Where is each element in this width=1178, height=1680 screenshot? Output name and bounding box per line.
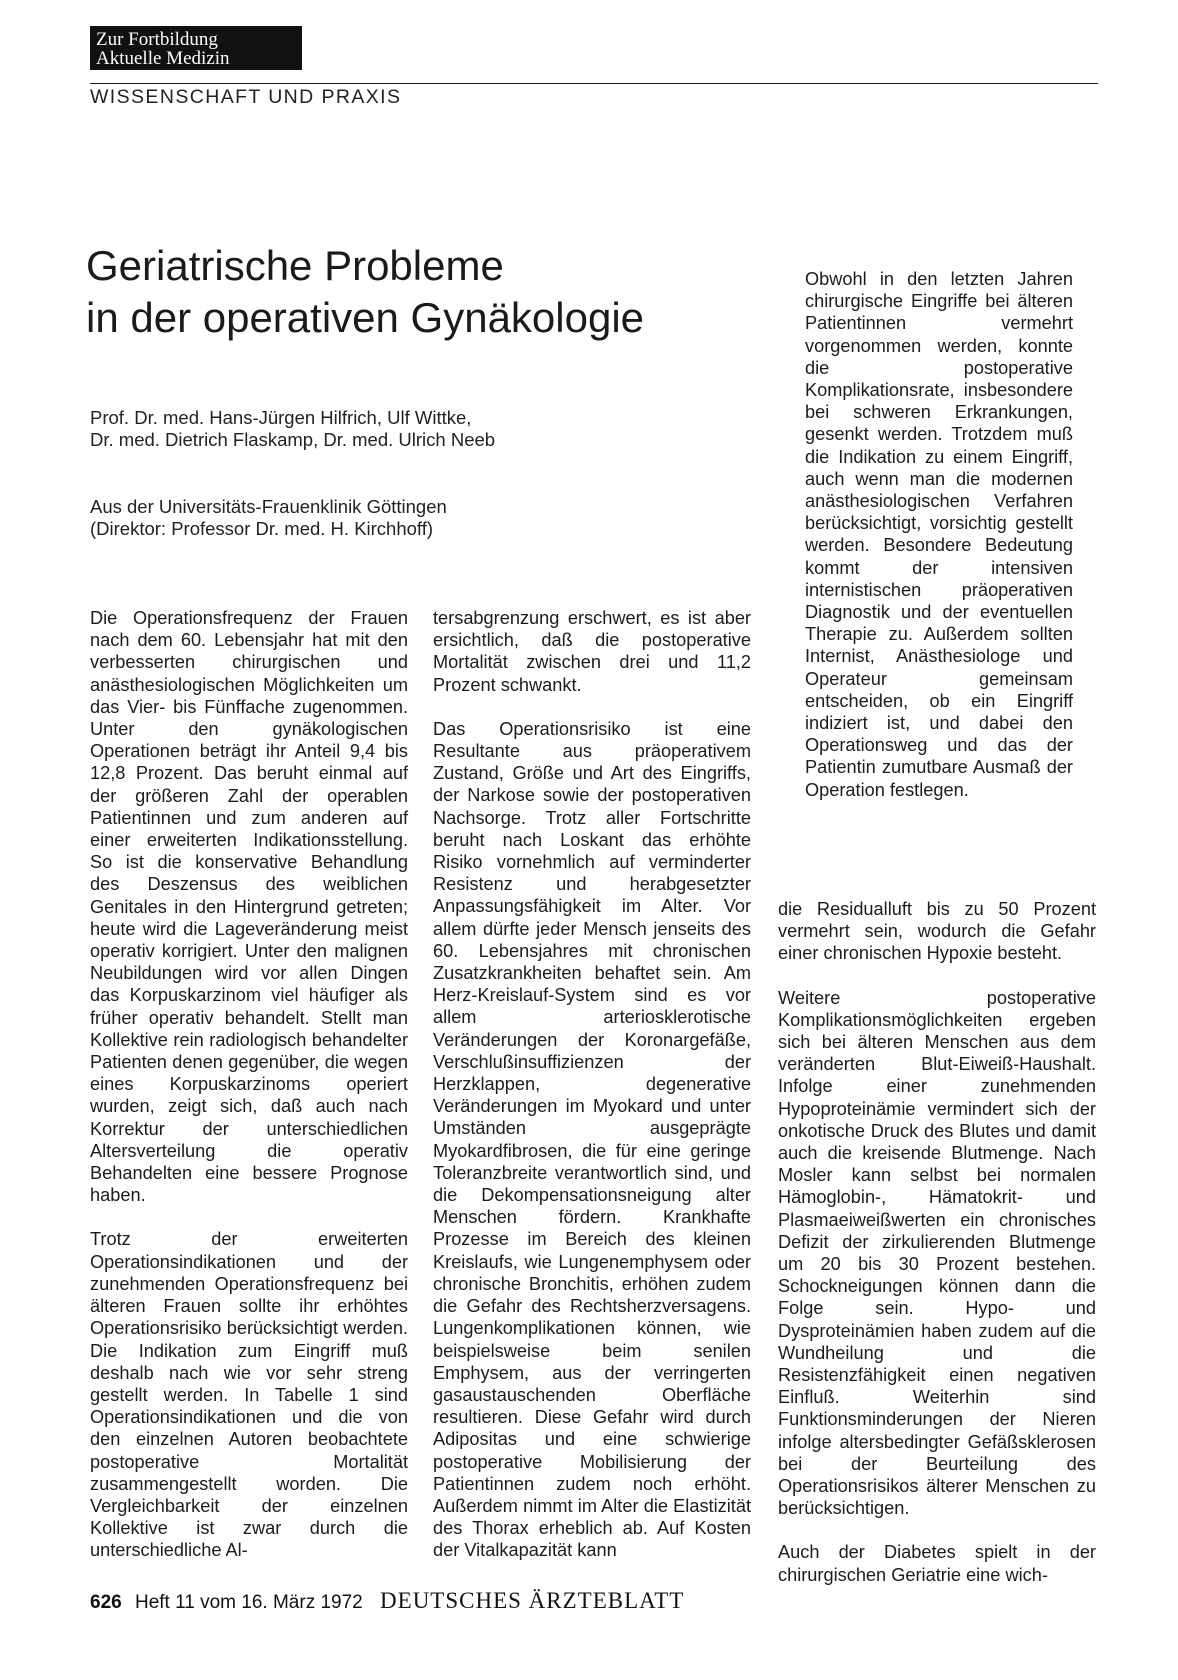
affiliation-line-2: (Direktor: Professor Dr. med. H. Kirchhoff) [90,518,434,539]
section-label-box [90,26,302,70]
author-line-1: Prof. Dr. med. Hans-Jürgen Hilfrich, Ulf Wittke, [90,407,472,428]
body-paragraph: Weitere postoperative Komplikationsmöglichkeiten ergeben sich bei älteren Menschen aus dem veränderten Blut-Eiweiß-Haushalt. Infolge einer zunehmenden Hypoproteinämie vermindert sich der onkotische Druck des Blutes und damit auch die kreisende Blutmenge. Nach Mosler kann selbst bei normalen Hämoglobin-, Hämatokrit- und Plasmaeiweißwerten ein chronisches Defizit der zirkulierenden Blutmenge um 20 bis 30 Prozent bestehen. Schockneigungen können dann die Folge sein. Hypo- und Dysproteinämien haben zudem auf die Wundheilung und die Resistenzfähigkeit einen negativen Einfluß. Weiterhin sind Funktionsminderungen der Nieren infolge altersbedingter Gefäßsklerosen bei der Beurteilung des Operationsrisikos älterer Menschen zu berücksichtigen. [778,987,1096,1519]
page-footer [90,1588,684,1614]
body-column-2 [433,607,751,1562]
body-column-1 [90,607,408,1562]
body-column-3 [778,898,1096,1586]
body-paragraph: Die Operationsfrequenz der Frauen nach dem 60. Lebensjahr hat mit den verbesserten chirurgischen und anästhesiologischen Möglichkeiten um das Vier- bis Fünffache zugenommen. Unter den gynäkologischen Operationen beträgt ihr Anteil 9,4 bis 12,8 Prozent. Das beruht einmal auf der größeren Zahl der operablen Patientinnen und zum anderen auf einer erweiterten Indikationsstellung. So ist die konservative Behandlung des Deszensus des weiblichen Genitales in den Hintergrund getreten; heute wird die Lageveränderung meist operativ korrigiert. Unter den malignen Neubildungen wird vor allen Dingen das Korpuskarzinom viel häufiger als früher operativ behandelt. Stellt man Kollektive rein radiologisch behandelter Patienten denen gegenüber, die wegen eines Korpuskarzinoms operiert wurden, zeigt sich, daß auch nach Korrektur der unterschiedlichen Altersverteilung die operativ Behandelten eine bessere Prognose haben. [90,608,408,1206]
article-title [86,240,644,344]
issue-info: Heft 11 vom 16. März 1972 [134,1592,363,1613]
section-heading: WISSENSCHAFT UND PRAXIS [90,86,402,108]
author-line-2: Dr. med. Dietrich Flaskamp, Dr. med. Ulrich Neeb [90,429,496,450]
affiliation-line-1: Aus der Universitäts-Frauenklinik Göttingen [90,496,447,517]
author-list [90,407,495,451]
label-line-1: Zur Fortbildung [96,29,218,50]
body-paragraph: tersabgrenzung erschwert, es ist aber ersichtlich, daß die postoperative Mortalität zwischen drei und 11,2 Prozent schwankt. [433,608,751,695]
page-number: 626 [90,1592,122,1613]
body-paragraph: Auch der Diabetes spielt in der chirurgischen Geriatrie eine wich- [778,1542,1096,1585]
title-line-2: in der operativen Gynäkologie [86,294,645,341]
intro-abstract [805,268,1073,801]
affiliation [90,496,447,540]
title-line-1: Geriatrische Probleme [86,242,504,289]
journal-name: DEUTSCHES ÄRZTEBLATT [380,1588,685,1613]
body-paragraph: Trotz der erweiterten Operationsindikationen und der zunehmenden Operationsfrequenz bei älteren Frauen sollte ihr erhöhtes Operationsrisiko berücksichtigt werden. Die Indikation zum Eingriff muß deshalb nach wie vor sehr streng gestellt werden. In Tabelle 1 sind Operationsindikationen und die von den einzelnen Autoren beobachtete postoperative Mortalität zusammengestellt worden. Die Vergleichbarkeit der einzelnen Kollektive ist zwar durch die unterschiedliche Al- [90,1229,408,1561]
body-paragraph: die Residualluft bis zu 50 Prozent vermehrt sein, wodurch die Gefahr einer chronischen Hypoxie besteht. [778,899,1096,964]
header-rule [90,83,1098,84]
label-line-2: Aktuelle Medizin [96,48,230,69]
body-paragraph: Das Operationsrisiko ist eine Resultante aus präoperativem Zustand, Größe und Art des Eingriffs, der Narkose sowie der postoperativen Nachsorge. Trotz aller Fortschritte beruht nach Loskant das erhöhte Risiko vornehmlich auf verminderter Resistenz und herabgesetzter Anpassungsfähigkeit im Alter. Vor allem dürfte jeder Mensch jenseits des 60. Lebensjahres mit chronischen Zusatzkrankheiten behaftet sein. Am Herz-Kreislauf-System sind es vor allem arteriosklerotische Veränderungen der Koronargefäße, Verschlußinsuffizienzen der Herzklappen, degenerative Veränderungen im Myokard und unter Umständen ausgeprägte Myokardfibrosen, die für eine geringe Toleranzbreite verantwortlich sind, und die Dekompensationsneigung alter Menschen fördern. Krankhafte Prozesse im Bereich des kleinen Kreislaufs, wie Lungenemphysem oder chronische Bronchitis, erhöhen zudem die Gefahr des Rechtsherzversagens. Lungenkomplikationen können, wie beispielsweise beim senilen Emphysem, aus der verringerten gasaustauschenden Oberfläche resultieren. Diese Gefahr wird durch Adipositas und eine schwierige postoperative Mobilisierung der Patientinnen zudem noch erhöht. Außerdem nimmt im Alter die Elastizität des Thorax erheblich ab. Auf Kosten der Vitalkapazität kann [433,718,751,1561]
intro-paragraph: Obwohl in den letzten Jahren chirurgische Eingriffe bei älteren Patientinnen vermehrt vorgenommen werden, konnte die postoperative Komplikationsrate, insbesondere bei schweren Erkrankungen, gesenkt werden. Trotzdem muß die Indikation zu einem Eingriff, auch wenn man die modernen anästhesiologischen Verfahren berücksichtigt, vorsichtig gestellt werden. Besondere Bedeutung kommt der intensiven internistischen präoperativen Diagnostik und der eventuellen Therapie zu. Außerdem sollten Internist, Anästhesiologe und Operateur gemeinsam entscheiden, ob ein Eingriff indiziert ist, und dabei den Operationsweg und das der Patientin zumutbare Ausmaß der Operation festlegen. [805,269,1073,800]
